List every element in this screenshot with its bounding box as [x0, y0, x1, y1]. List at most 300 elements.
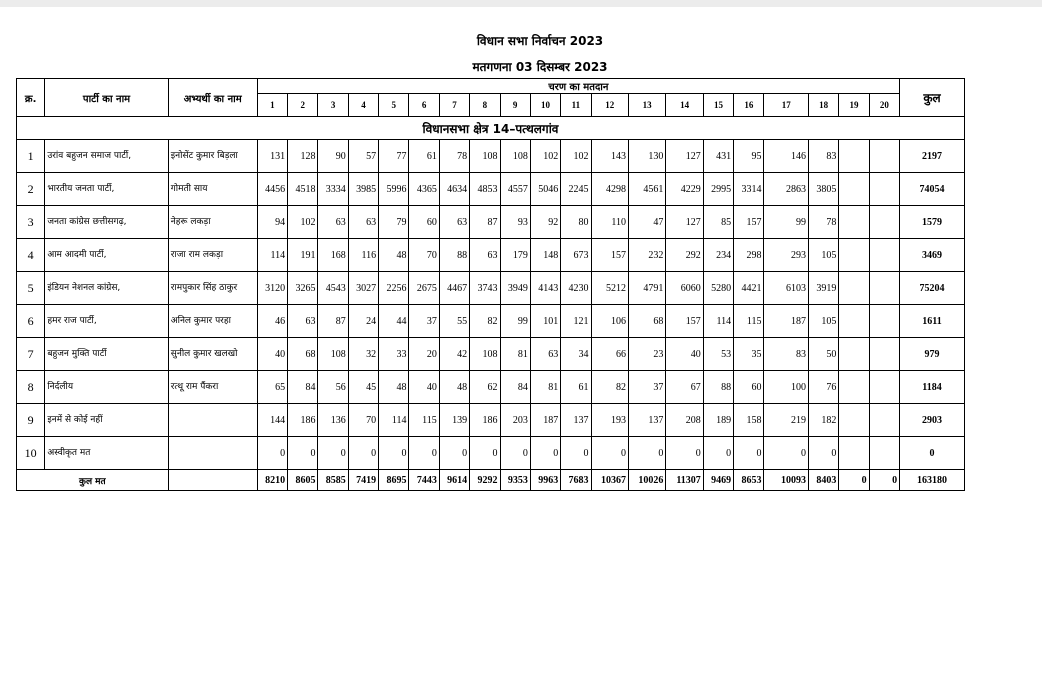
serial-cell: 6 [17, 305, 45, 338]
round-vote-cell: 0 [591, 437, 628, 470]
round-vote-cell: 121 [561, 305, 591, 338]
top-bar [0, 0, 1042, 7]
summary-round-total: 0 [839, 470, 869, 491]
round-vote-cell: 63 [530, 338, 560, 371]
round-vote-cell: 128 [288, 140, 318, 173]
round-vote-cell: 83 [764, 338, 809, 371]
round-vote-cell: 87 [470, 206, 500, 239]
round-vote-cell: 293 [764, 239, 809, 272]
round-vote-cell: 0 [257, 437, 287, 470]
round-vote-cell: 186 [288, 404, 318, 437]
round-vote-cell: 110 [591, 206, 628, 239]
serial-cell: 8 [17, 371, 45, 404]
party-name-cell: आम आदमी पार्टी, [45, 239, 168, 272]
header-round-13: 13 [628, 94, 665, 117]
round-vote-cell: 4421 [734, 272, 764, 305]
round-vote-cell: 116 [348, 239, 378, 272]
round-vote-cell [839, 239, 869, 272]
round-vote-cell: 182 [808, 404, 838, 437]
serial-cell: 3 [17, 206, 45, 239]
round-vote-cell: 99 [500, 305, 530, 338]
round-vote-cell: 203 [500, 404, 530, 437]
round-vote-cell: 65 [257, 371, 287, 404]
summary-round-total: 9469 [703, 470, 733, 491]
round-vote-cell [869, 305, 899, 338]
round-vote-cell: 146 [764, 140, 809, 173]
header-round-4: 4 [348, 94, 378, 117]
table-row [17, 305, 965, 338]
serial-cell: 10 [17, 437, 45, 470]
round-vote-cell: 673 [561, 239, 591, 272]
total-vote-cell: 3469 [900, 239, 965, 272]
round-vote-cell: 431 [703, 140, 733, 173]
round-vote-cell: 37 [409, 305, 439, 338]
constituency-name: विधानसभा क्षेत्र 14–पत्थलगांव [17, 117, 965, 140]
round-vote-cell: 76 [808, 371, 838, 404]
round-vote-cell: 2675 [409, 272, 439, 305]
round-vote-cell: 34 [561, 338, 591, 371]
candidate-name-cell: अनिल कुमार परहा [168, 305, 257, 338]
round-vote-cell [839, 272, 869, 305]
round-vote-cell: 78 [808, 206, 838, 239]
round-vote-cell: 4634 [439, 173, 469, 206]
round-vote-cell: 4518 [288, 173, 318, 206]
header-round-2: 2 [288, 94, 318, 117]
round-vote-cell: 3334 [318, 173, 348, 206]
party-name-cell: निर्दलीय [45, 371, 168, 404]
round-vote-cell: 108 [318, 338, 348, 371]
round-vote-cell: 78 [439, 140, 469, 173]
round-vote-cell: 102 [288, 206, 318, 239]
total-vote-cell: 0 [900, 437, 965, 470]
round-vote-cell: 85 [703, 206, 733, 239]
header-round-15: 15 [703, 94, 733, 117]
round-vote-cell: 70 [348, 404, 378, 437]
round-vote-cell: 40 [409, 371, 439, 404]
total-vote-cell: 2197 [900, 140, 965, 173]
round-vote-cell: 186 [470, 404, 500, 437]
header-round-5: 5 [379, 94, 409, 117]
round-vote-cell: 0 [734, 437, 764, 470]
round-vote-cell: 144 [257, 404, 287, 437]
round-vote-cell: 0 [808, 437, 838, 470]
round-vote-cell: 63 [470, 239, 500, 272]
serial-cell: 9 [17, 404, 45, 437]
party-name-cell: बहुजन मुक्ति पार्टी [45, 338, 168, 371]
summary-round-total: 9292 [470, 470, 500, 491]
round-vote-cell: 48 [439, 371, 469, 404]
header-round-1: 1 [257, 94, 287, 117]
header-serial: क्र. [17, 79, 45, 117]
round-vote-cell: 4365 [409, 173, 439, 206]
summary-round-total: 0 [869, 470, 899, 491]
round-vote-cell: 5996 [379, 173, 409, 206]
summary-round-total: 7419 [348, 470, 378, 491]
round-vote-cell: 3743 [470, 272, 500, 305]
round-vote-cell: 42 [439, 338, 469, 371]
candidate-name-cell: राजा राम लकड़ा [168, 239, 257, 272]
party-name-cell: इनमें से कोई नहीं [45, 404, 168, 437]
round-vote-cell: 60 [409, 206, 439, 239]
round-vote-cell: 191 [288, 239, 318, 272]
round-vote-cell: 4791 [628, 272, 665, 305]
round-vote-cell: 56 [318, 371, 348, 404]
summary-round-total: 8653 [734, 470, 764, 491]
table-row [17, 404, 965, 437]
round-vote-cell: 168 [318, 239, 348, 272]
summary-round-total: 8695 [379, 470, 409, 491]
round-vote-cell: 0 [470, 437, 500, 470]
round-vote-cell: 5212 [591, 272, 628, 305]
round-vote-cell: 4467 [439, 272, 469, 305]
round-vote-cell: 115 [734, 305, 764, 338]
round-vote-cell: 35 [734, 338, 764, 371]
round-vote-cell: 3120 [257, 272, 287, 305]
serial-cell: 5 [17, 272, 45, 305]
round-vote-cell: 4230 [561, 272, 591, 305]
total-vote-cell: 1184 [900, 371, 965, 404]
round-vote-cell: 4561 [628, 173, 665, 206]
round-vote-cell: 3985 [348, 173, 378, 206]
summary-round-total: 10367 [591, 470, 628, 491]
total-vote-cell: 2903 [900, 404, 965, 437]
round-vote-cell: 79 [379, 206, 409, 239]
party-name-cell: उरांव बहुजन समाज पार्टी, [45, 140, 168, 173]
round-vote-cell: 20 [409, 338, 439, 371]
candidate-name-cell: इनोसेंट कुमार बिड़ला [168, 140, 257, 173]
summary-round-total: 8605 [288, 470, 318, 491]
party-name-cell: भारतीय जनता पार्टी, [45, 173, 168, 206]
header-rounds-group: चरण का मतदान [257, 79, 899, 94]
round-vote-cell: 63 [439, 206, 469, 239]
header-round-11: 11 [561, 94, 591, 117]
round-vote-cell: 88 [439, 239, 469, 272]
round-vote-cell: 4543 [318, 272, 348, 305]
round-vote-cell [839, 173, 869, 206]
round-vote-cell: 3027 [348, 272, 378, 305]
round-vote-cell: 0 [530, 437, 560, 470]
round-vote-cell: 46 [257, 305, 287, 338]
round-vote-cell: 24 [348, 305, 378, 338]
round-vote-cell: 82 [591, 371, 628, 404]
round-vote-cell [869, 272, 899, 305]
summary-label: कुल मत [17, 470, 169, 491]
round-vote-cell: 179 [500, 239, 530, 272]
round-vote-cell: 70 [409, 239, 439, 272]
header-round-10: 10 [530, 94, 560, 117]
round-vote-cell: 157 [734, 206, 764, 239]
party-name-cell: अस्वीकृत मत [45, 437, 168, 470]
summary-round-total: 9614 [439, 470, 469, 491]
round-vote-cell: 0 [379, 437, 409, 470]
candidate-name-cell: रामपुकार सिंह ठाकुर [168, 272, 257, 305]
header-round-9: 9 [500, 94, 530, 117]
candidate-name-cell: नेहरू लकड़ा [168, 206, 257, 239]
round-vote-cell: 53 [703, 338, 733, 371]
round-vote-cell: 81 [530, 371, 560, 404]
round-vote-cell: 3314 [734, 173, 764, 206]
round-vote-cell: 234 [703, 239, 733, 272]
round-vote-cell: 0 [318, 437, 348, 470]
round-vote-cell: 137 [628, 404, 665, 437]
round-vote-cell: 3805 [808, 173, 838, 206]
round-vote-cell: 0 [409, 437, 439, 470]
round-vote-cell: 48 [379, 371, 409, 404]
page-title: विधान सभा निर्वाचन 2023 [476, 34, 604, 48]
round-vote-cell [869, 140, 899, 173]
round-vote-cell [839, 206, 869, 239]
round-vote-cell: 187 [530, 404, 560, 437]
round-vote-cell: 4853 [470, 173, 500, 206]
round-vote-cell [839, 305, 869, 338]
round-vote-cell: 87 [318, 305, 348, 338]
round-vote-cell: 0 [628, 437, 665, 470]
round-vote-cell: 62 [470, 371, 500, 404]
summary-round-total: 10093 [764, 470, 809, 491]
header-round-17: 17 [764, 94, 809, 117]
header-round-7: 7 [439, 94, 469, 117]
round-vote-cell: 84 [288, 371, 318, 404]
round-vote-cell: 67 [666, 371, 703, 404]
total-vote-cell: 979 [900, 338, 965, 371]
header-round-8: 8 [470, 94, 500, 117]
serial-cell: 1 [17, 140, 45, 173]
round-vote-cell: 232 [628, 239, 665, 272]
summary-round-total: 10026 [628, 470, 665, 491]
round-vote-cell [869, 404, 899, 437]
round-vote-cell: 108 [500, 140, 530, 173]
round-vote-cell: 292 [666, 239, 703, 272]
serial-cell: 4 [17, 239, 45, 272]
round-vote-cell: 158 [734, 404, 764, 437]
header-total: कुल [900, 79, 965, 117]
round-vote-cell: 0 [439, 437, 469, 470]
round-vote-cell: 63 [318, 206, 348, 239]
table-row [17, 338, 965, 371]
round-vote-cell: 80 [561, 206, 591, 239]
round-vote-cell: 68 [288, 338, 318, 371]
table-row [17, 272, 965, 305]
round-vote-cell: 93 [500, 206, 530, 239]
candidate-name-cell: गोमती साय [168, 173, 257, 206]
party-name-cell: हमर राज पार्टी, [45, 305, 168, 338]
round-vote-cell: 4229 [666, 173, 703, 206]
header-party: पार्टी का नाम [45, 79, 168, 117]
round-vote-cell: 157 [666, 305, 703, 338]
round-vote-cell: 32 [348, 338, 378, 371]
summary-round-total: 8403 [808, 470, 838, 491]
round-vote-cell: 83 [808, 140, 838, 173]
total-vote-cell: 74054 [900, 173, 965, 206]
round-vote-cell: 3949 [500, 272, 530, 305]
round-vote-cell: 4298 [591, 173, 628, 206]
page-subtitle: मतगणना 03 दिसम्बर 2023 [472, 60, 608, 74]
round-vote-cell: 68 [628, 305, 665, 338]
round-vote-cell: 108 [470, 338, 500, 371]
round-vote-cell: 37 [628, 371, 665, 404]
round-vote-cell [869, 173, 899, 206]
round-vote-cell: 157 [591, 239, 628, 272]
round-vote-cell [869, 239, 899, 272]
round-vote-cell: 2245 [561, 173, 591, 206]
round-vote-cell: 137 [561, 404, 591, 437]
round-vote-cell: 298 [734, 239, 764, 272]
round-vote-cell: 3265 [288, 272, 318, 305]
round-vote-cell: 48 [379, 239, 409, 272]
round-vote-cell [839, 140, 869, 173]
summary-row [17, 470, 965, 491]
round-vote-cell: 63 [288, 305, 318, 338]
round-vote-cell: 189 [703, 404, 733, 437]
candidate-name-cell: सुनील कुमार खलखो [168, 338, 257, 371]
party-name-cell: इंडियन नेशनल कांग्रेस, [45, 272, 168, 305]
round-vote-cell: 4143 [530, 272, 560, 305]
round-vote-cell: 33 [379, 338, 409, 371]
round-vote-cell: 47 [628, 206, 665, 239]
round-vote-cell: 4557 [500, 173, 530, 206]
round-vote-cell: 127 [666, 140, 703, 173]
round-vote-cell [869, 338, 899, 371]
round-vote-cell: 108 [470, 140, 500, 173]
table-row [17, 173, 965, 206]
results-table [16, 78, 965, 491]
round-vote-cell [869, 437, 899, 470]
candidate-name-cell [168, 437, 257, 470]
header-round-16: 16 [734, 94, 764, 117]
round-vote-cell: 95 [734, 140, 764, 173]
header-round-12: 12 [591, 94, 628, 117]
summary-round-total: 8585 [318, 470, 348, 491]
round-vote-cell: 114 [257, 239, 287, 272]
round-vote-cell: 115 [409, 404, 439, 437]
round-vote-cell: 50 [808, 338, 838, 371]
round-vote-cell: 5280 [703, 272, 733, 305]
round-vote-cell: 2863 [764, 173, 809, 206]
round-vote-cell [839, 404, 869, 437]
round-vote-cell: 90 [318, 140, 348, 173]
table-row [17, 437, 965, 470]
round-vote-cell [869, 371, 899, 404]
summary-round-total: 9353 [500, 470, 530, 491]
round-vote-cell: 105 [808, 239, 838, 272]
round-vote-cell: 130 [628, 140, 665, 173]
header-candidate: अभ्यर्थी का नाम [168, 79, 257, 117]
round-vote-cell: 4456 [257, 173, 287, 206]
summary-empty-cell [168, 470, 257, 491]
round-vote-cell: 139 [439, 404, 469, 437]
round-vote-cell: 136 [318, 404, 348, 437]
round-vote-cell [839, 437, 869, 470]
round-vote-cell: 60 [734, 371, 764, 404]
round-vote-cell: 40 [257, 338, 287, 371]
summary-round-total: 7443 [409, 470, 439, 491]
round-vote-cell: 2995 [703, 173, 733, 206]
round-vote-cell: 102 [530, 140, 560, 173]
round-vote-cell: 99 [764, 206, 809, 239]
total-vote-cell: 1611 [900, 305, 965, 338]
summary-round-total: 11307 [666, 470, 703, 491]
header-round-14: 14 [666, 94, 703, 117]
round-vote-cell: 193 [591, 404, 628, 437]
party-name-cell: जनता कांग्रेस छत्तीसगढ़, [45, 206, 168, 239]
header-round-18: 18 [808, 94, 838, 117]
round-vote-cell: 131 [257, 140, 287, 173]
round-vote-cell: 102 [561, 140, 591, 173]
header-round-19: 19 [839, 94, 869, 117]
summary-round-total: 8210 [257, 470, 287, 491]
round-vote-cell: 127 [666, 206, 703, 239]
round-vote-cell: 0 [500, 437, 530, 470]
header-round-6: 6 [409, 94, 439, 117]
round-vote-cell: 148 [530, 239, 560, 272]
round-vote-cell: 66 [591, 338, 628, 371]
candidate-name-cell: रत्थू राम पैंकरा [168, 371, 257, 404]
round-vote-cell: 92 [530, 206, 560, 239]
round-vote-cell: 143 [591, 140, 628, 173]
total-vote-cell: 75204 [900, 272, 965, 305]
round-vote-cell: 45 [348, 371, 378, 404]
round-vote-cell: 0 [288, 437, 318, 470]
round-vote-cell [839, 338, 869, 371]
round-vote-cell: 105 [808, 305, 838, 338]
table-row [17, 206, 965, 239]
round-vote-cell: 40 [666, 338, 703, 371]
header-round-3: 3 [318, 94, 348, 117]
round-vote-cell: 94 [257, 206, 287, 239]
table-row [17, 140, 965, 173]
round-vote-cell: 88 [703, 371, 733, 404]
round-vote-cell: 3919 [808, 272, 838, 305]
round-vote-cell: 114 [703, 305, 733, 338]
round-vote-cell: 0 [348, 437, 378, 470]
round-vote-cell: 61 [561, 371, 591, 404]
round-vote-cell: 106 [591, 305, 628, 338]
round-vote-cell: 114 [379, 404, 409, 437]
table-row [17, 239, 965, 272]
round-vote-cell: 2256 [379, 272, 409, 305]
round-vote-cell: 55 [439, 305, 469, 338]
round-vote-cell: 0 [666, 437, 703, 470]
round-vote-cell [839, 371, 869, 404]
total-vote-cell: 1579 [900, 206, 965, 239]
round-vote-cell: 57 [348, 140, 378, 173]
candidate-name-cell [168, 404, 257, 437]
round-vote-cell: 6103 [764, 272, 809, 305]
table-row [17, 371, 965, 404]
round-vote-cell: 6060 [666, 272, 703, 305]
serial-cell: 7 [17, 338, 45, 371]
round-vote-cell: 82 [470, 305, 500, 338]
header-round-20: 20 [869, 94, 899, 117]
round-vote-cell: 208 [666, 404, 703, 437]
round-vote-cell: 63 [348, 206, 378, 239]
round-vote-cell: 219 [764, 404, 809, 437]
round-vote-cell: 100 [764, 371, 809, 404]
round-vote-cell: 23 [628, 338, 665, 371]
summary-round-total: 7683 [561, 470, 591, 491]
grand-total: 163180 [900, 470, 965, 491]
summary-round-total: 9963 [530, 470, 560, 491]
round-vote-cell: 0 [561, 437, 591, 470]
round-vote-cell: 61 [409, 140, 439, 173]
round-vote-cell: 84 [500, 371, 530, 404]
round-vote-cell [869, 206, 899, 239]
round-vote-cell: 5046 [530, 173, 560, 206]
round-vote-cell: 187 [764, 305, 809, 338]
round-vote-cell: 0 [703, 437, 733, 470]
round-vote-cell: 0 [764, 437, 809, 470]
serial-cell: 2 [17, 173, 45, 206]
